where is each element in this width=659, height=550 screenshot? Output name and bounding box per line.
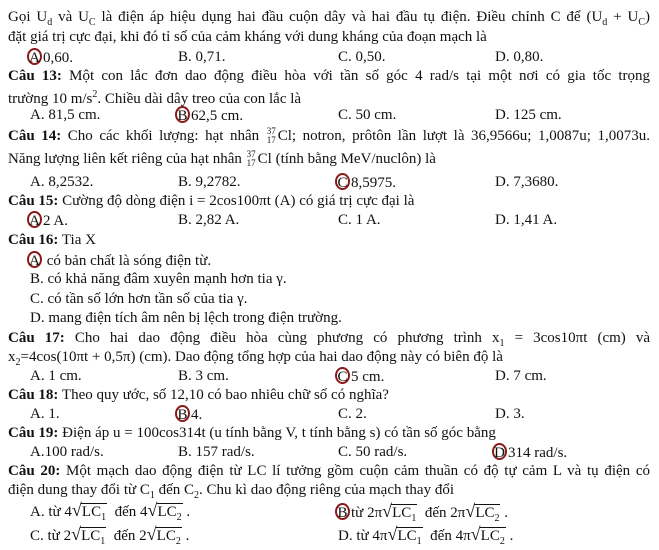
question-label: Câu 16: (8, 232, 59, 248)
question-label: Câu 15: (8, 193, 59, 209)
q20-line2: điện dung thay đổi từ $C_1$ đến $C_2$. Chu kì dao động riêng của mạch thay đổi (8, 482, 454, 501)
isotope-notation: 37 17 (246, 149, 256, 168)
q12-line2: đặt giá trị cực đại, khi đó tỉ số của cảm kháng với dung kháng của đoạn mạch là (8, 29, 487, 45)
sqrt-expression: √ $LC_1$ (387, 527, 422, 550)
q18-option-a[interactable]: A. 1. (30, 406, 60, 422)
q17-line1: Câu 17: Cho hai dao động điều hòa cùng phương có phương trình $x_1 = 3\cos 10\pi t$ (cm) và (8, 330, 650, 349)
sqrt-expression: √ $LC_1$ (71, 527, 106, 550)
answer-circle: B (175, 106, 190, 123)
answer-circle: A (27, 48, 42, 65)
q18-option-c[interactable]: C. 2. (338, 406, 367, 422)
question-label: Câu 17: (8, 330, 65, 346)
isotope-notation: 37 17 (266, 126, 276, 145)
q20-option-d[interactable]: D. từ 4π √ $LC_1$ đến 4π √ $LC_2$ . (338, 527, 513, 550)
q12-line1: Gọi $U_d$ và $U_C$ là điện áp hiệu dụng hai đầu cuộn dây và hai đầu tụ điện. Điều chỉnh C để $(U_d + U_C)$ (8, 9, 650, 28)
q13-option-b[interactable]: B 62,5 cm. (178, 106, 243, 125)
q14-line1: Câu 14: Cho các khối lượng: hạt nhân 37 17 Cl; notron, prôtôn lần lượt là 36,9566u; 1,0087u; 1,0073u. (8, 126, 650, 145)
q19-option-c[interactable]: C. 50 rad/s. (338, 444, 408, 460)
q16-option-c[interactable]: C. có tần số lớn hơn tần số của tia γ. (30, 291, 248, 307)
q14-option-b[interactable]: B. 9,2782. (178, 174, 241, 190)
q16-line1: Câu 16: Tia X (8, 232, 96, 248)
answer-circle: A (27, 211, 42, 228)
q15-option-b[interactable]: B. 2,82 A. (178, 212, 240, 228)
sqrt-expression: √ $LC_2$ (148, 503, 183, 526)
q20-option-b[interactable]: B từ 2π √ $LC_1$ đến 2π √ $LC_2$ . (338, 503, 508, 527)
question-label: Câu 18: (8, 387, 59, 403)
q16-option-b[interactable]: B. có khả năng đâm xuyên mạnh hơn tia γ. (30, 271, 287, 287)
q13-option-c[interactable]: C. 50 cm. (338, 107, 397, 123)
q19-line1: Câu 19: Điện áp u = 100cos314t (u tính bằng V, t tính bằng s) có tần số góc bằng (8, 425, 496, 441)
question-label: Câu 20: (8, 463, 61, 479)
q20-option-a[interactable]: A. từ 4 √ $LC_1$ đến 4 √ $LC_2$ . (30, 503, 190, 526)
q13-option-a[interactable]: A. 81,5 cm. (30, 107, 101, 123)
q13-option-d[interactable]: D. 125 cm. (495, 107, 562, 123)
sqrt-expression: √ $LC_1$ (382, 504, 417, 527)
q16-option-a[interactable]: A có bản chất là sóng điện từ. (30, 251, 211, 270)
q17-option-a[interactable]: A. 1 cm. (30, 368, 82, 384)
answer-circle: D (492, 443, 507, 460)
q14-option-a[interactable]: A. 8,2532. (30, 174, 94, 190)
q18-option-b[interactable]: B 4. (178, 405, 202, 424)
sqrt-expression: √ $LC_1$ (72, 503, 107, 526)
q12-option-b[interactable]: B. 0,71. (178, 49, 226, 65)
answer-circle: B (175, 405, 190, 422)
q20-option-c[interactable]: C. từ 2 √ $LC_1$ đến 2 √ $LC_2$ . (30, 527, 189, 550)
q14-line2: Năng lượng liên kết riêng của hạt nhân 37 17 Cl (tính bằng MeV/nuclôn) là (8, 149, 436, 168)
question-label: Câu 19: (8, 425, 59, 441)
q14-option-c[interactable]: C 8,5975. (338, 173, 396, 192)
q16-option-d[interactable]: D. mang điện tích âm nên bị lệch trong điện trường. (30, 310, 342, 326)
answer-circle: A (27, 251, 42, 268)
q19-option-b[interactable]: B. 157 rad/s. (178, 444, 255, 460)
answer-circle: C (335, 367, 350, 384)
sqrt-expression: √ $LC_2$ (471, 527, 506, 550)
question-label: Câu 14: (8, 128, 62, 144)
q15-option-c[interactable]: C. 1 A. (338, 212, 381, 228)
q13-line1: Câu 13: Một con lắc đơn dao động điều hòa với tần số góc 4 rad/s tại một nơi có gia tốc trọng (8, 68, 650, 84)
q18-option-d[interactable]: D. 3. (495, 406, 525, 422)
answer-circle: B (335, 503, 350, 520)
q19-option-d[interactable]: D 314 rad/s. (495, 443, 567, 462)
sqrt-expression: √ $LC_2$ (147, 527, 182, 550)
q17-option-c[interactable]: C 5 cm. (338, 367, 384, 386)
q19-option-a[interactable]: A.100 rad/s. (30, 444, 104, 460)
q14-option-d[interactable]: D. 7,3680. (495, 174, 559, 190)
q15-line1: Câu 15: Cường độ dòng điện i = 2cos100πt (A) có giá trị cực đại là (8, 193, 415, 209)
question-label: Câu 13: (8, 68, 62, 84)
sqrt-expression: √ $LC_2$ (465, 504, 500, 527)
q17-option-b[interactable]: B. 3 cm. (178, 368, 229, 384)
q20-line1: Câu 20: Một mạch dao động điện từ LC lí tưởng gồm cuộn cảm thuần có độ tự cảm L và tụ điện có (8, 463, 650, 479)
q18-line1: Câu 18: Theo quy ước, số 12,10 có bao nhiêu chữ số có nghĩa? (8, 387, 389, 403)
answer-circle: C (335, 173, 350, 190)
q17-line2: $x_2=4\cos(10\pi t + 0,5\pi)$ (cm). Dao động tổng hợp của hai dao động này có biên độ là (8, 349, 503, 368)
q12-option-d[interactable]: D. 0,80. (495, 49, 544, 65)
q17-option-d[interactable]: D. 7 cm. (495, 368, 547, 384)
q15-option-a[interactable]: A 2 A. (30, 211, 68, 230)
q12-option-a[interactable]: A 0,60. (30, 48, 73, 67)
q13-line2: trường 10 $m/s^2$. Chiều dài dây treo của con lắc là (8, 89, 302, 107)
q12-option-c[interactable]: C. 0,50. (338, 49, 386, 65)
q15-option-d[interactable]: D. 1,41 A. (495, 212, 558, 228)
